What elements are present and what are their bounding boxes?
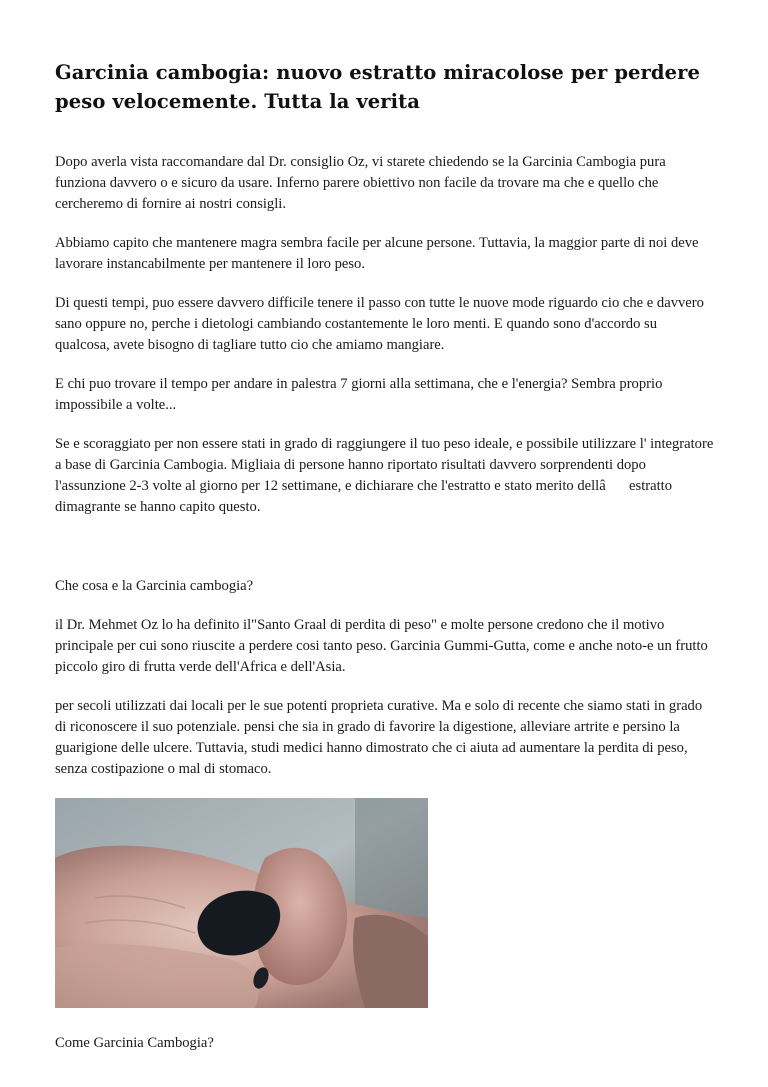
document-page [55, 58, 715, 1054]
paragraph: il Dr. Mehmet Oz lo ha definito il"Santo Graal di perdita di peso" e molte persone credono che il motivo principale per cui sono riuscite a perdere cosi tanto peso. Garcinia Gummi-Gutta, come e anche noto-e un frutto piccolo giro di frutta verde dell'Africa e dell'Asia. [55, 617, 708, 675]
paragraph: Abbiamo capito che mantenere magra sembra facile per alcune persone. Tuttavia, la maggior parte di noi deve lavorare instancabilmente per mantenere il loro peso. [55, 235, 699, 272]
section-heading: Che cosa e la Garcinia cambogia? [55, 578, 254, 594]
image-caption: Come Garcinia Cambogia? [55, 1035, 214, 1051]
paragraph: Dopo averla vista raccomandare dal Dr. consiglio Oz, vi starete chiedendo se la Garcinia Cambogia pura funziona davvero o e sicuro da usare. Inferno parere obiettivo non facile da trovare ma che e quello che cercheremo di fornire ai nostri consigli. [55, 154, 666, 212]
spacer [55, 536, 715, 576]
paragraph: Se e scoraggiato per non essere stati in grado di raggiungere il tuo peso ideale, e possibile utilizzare l' integratore a base di Garcinia Cambogia. Migliaia di persone hanno riportato risultati davvero sorprendenti dopo l'assunzione 2-3 volte al giorno per 12 settimane, e dichiarare che l'estratto e stato merito dellâestratto dimagrante se hanno capito questo. [55, 436, 714, 515]
paragraph: Di questi tempi, puo essere davvero difficile tenere il passo con tutte le nuove mode riguardo cio che e davvero sano oppure no, perche i dietologi cambiando costantemente le loro menti. E quando sono d'accordo su qualcosa, avete bisogno di tagliare tutto cio che amiamo mangiare. [55, 295, 704, 353]
document-title: Garcinia cambogia: nuovo estratto miracolose per perdere peso velocemente. Tutta la verita [55, 61, 701, 113]
paragraph: per secoli utilizzati dai locali per le sue potenti proprieta curative. Ma e solo di recente che siamo stati in grado di riconoscere il suo potenziale. pensi che sia in grado di favorire la digestione, alleviare artrite e persino la guarigione delle ulcere. Tuttavia, studi medici hanno dimostrato che ci aiuta ad aumentare la perdita di peso, senza costipazione o mal di stomaco. [55, 698, 703, 777]
photo-illustration [55, 798, 428, 1008]
paragraph: E chi puo trovare il tempo per andare in palestra 7 giorni alla settimana, che e l'energia? Sembra proprio impossibile a volte... [55, 376, 663, 413]
hand-with-powder-photo [55, 798, 428, 1008]
